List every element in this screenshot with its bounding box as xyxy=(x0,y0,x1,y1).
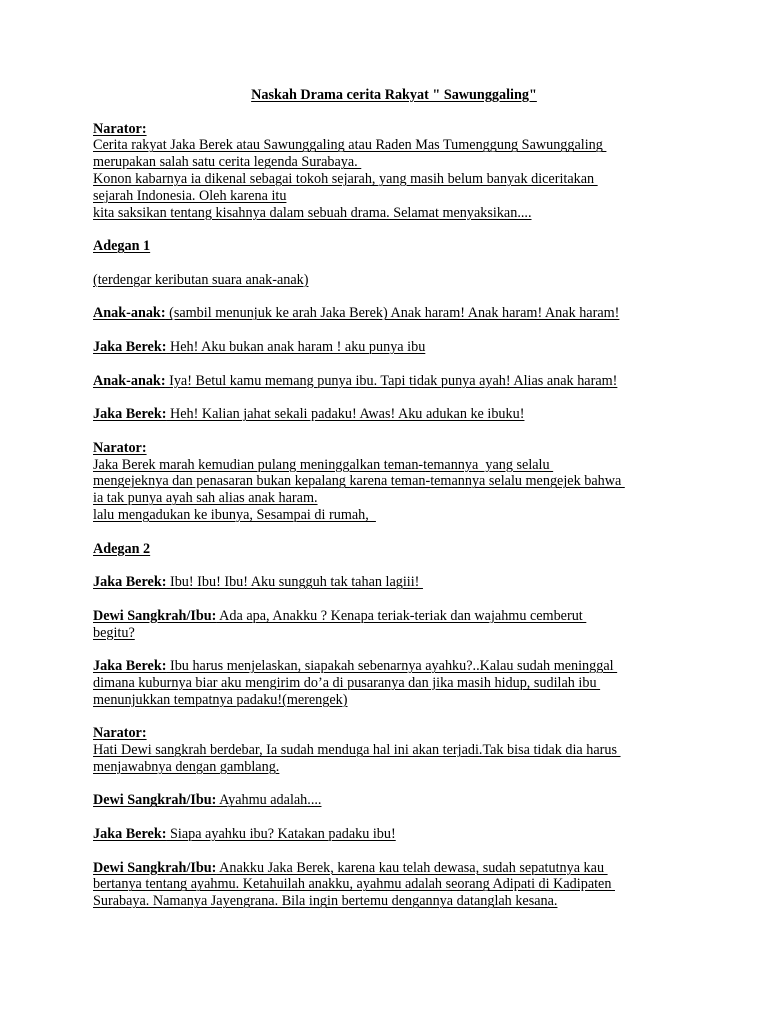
narration-line: menjawabnya dengan gamblang. xyxy=(93,758,280,775)
narration-line: Cerita rakyat Jaka Berek atau Sawunggaling atau Raden Mas Tumenggung Sawunggaling xyxy=(93,137,607,154)
dialogue-text: bertanya tentang ayahmu. Ketahuilah anakku, ayahmu adalah seorang Adipati di Kadipaten xyxy=(93,876,615,893)
dialogue-text: Heh! Kalian jahat sekali padaku! Awas! Aku adukan ke ibuku! xyxy=(166,406,525,423)
dialogue-block xyxy=(93,406,683,423)
scene-heading xyxy=(93,541,683,558)
dialogue-block xyxy=(93,339,683,356)
speaker-label: Jaka Berek: xyxy=(93,574,167,591)
narration-line: kita saksikan tentang kisahnya dalam sebuah drama. Selamat menyaksikan.... xyxy=(93,204,532,221)
dialogue-text: Ada apa, Anakku ? Kenapa teriak-teriak dan wajahmu cemberut xyxy=(216,607,587,624)
narration-line: merupakan salah satu cerita legenda Surabaya. xyxy=(93,154,362,171)
narration-line: Konon kabarnya ia dikenal sebagai tokoh sejarah, yang masih belum banyak diceritakan xyxy=(93,170,598,187)
scene-heading xyxy=(93,238,683,255)
narration-line: lalu mengadukan ke ibunya, Sesampai di rumah, xyxy=(93,506,376,523)
dialogue-line xyxy=(93,675,683,692)
dialogue-text: Ibu! Ibu! Ibu! Aku sungguh tak tahan lagiii! xyxy=(166,574,423,591)
dialogue-text: dimana kuburnya biar aku mengirim do’a di pusaranya dan jika masih hidup, sudilah ibu xyxy=(93,674,601,691)
dialogue-text: Anakku Jaka Berek, karena kau telah dewasa, sudah sepatutnya kau xyxy=(216,859,608,876)
dialogue-block xyxy=(93,826,683,843)
dialogue-text: Surabaya. Namanya Jayengrana. Bila ingin bertemu dengannya datanglah kesana. xyxy=(93,893,558,910)
speaker-label: Jaka Berek: xyxy=(93,338,167,355)
dialogue-line xyxy=(93,893,683,910)
speaker-label: Dewi Sangkrah/Ibu: xyxy=(93,859,217,876)
stage-direction xyxy=(93,272,683,289)
dialogue-block xyxy=(93,305,683,322)
dialogue-line xyxy=(93,876,683,893)
dialogue-block xyxy=(93,373,683,390)
dialogue-line xyxy=(93,608,683,625)
narration-block xyxy=(93,725,683,775)
dialogue-block xyxy=(93,860,683,910)
narration-block xyxy=(93,121,683,222)
dialogue-line xyxy=(93,305,683,322)
dialogue-text: (sambil menunjuk ke arah Jaka Berek) Anak haram! Anak haram! Anak haram! xyxy=(165,305,620,322)
dialogue-line xyxy=(93,692,683,709)
dialogue-line xyxy=(93,574,683,591)
speaker-label: Jaka Berek: xyxy=(93,826,167,843)
dialogue-block xyxy=(93,658,683,708)
dialogue-block xyxy=(93,608,683,642)
dialogue-line xyxy=(93,860,683,877)
dialogue-text: Heh! Aku bukan anak haram ! aku punya ibu xyxy=(166,338,426,355)
narration-line: sejarah Indonesia. Oleh karena itu xyxy=(93,187,287,204)
speaker-label: Dewi Sangkrah/Ibu: xyxy=(93,607,217,624)
dialogue-line xyxy=(93,625,683,642)
speaker-label: Narator: xyxy=(93,120,147,137)
narration-block xyxy=(93,440,683,524)
dialogue-text: begitu? xyxy=(93,624,135,641)
document-page xyxy=(93,87,683,927)
speaker-label: Dewi Sangkrah/Ibu: xyxy=(93,792,217,809)
dialogue-line xyxy=(93,826,683,843)
speaker-label: Narator: xyxy=(93,439,147,456)
dialogue-block xyxy=(93,574,683,591)
dialogue-line xyxy=(93,658,683,675)
speaker-label: Narator: xyxy=(93,725,147,742)
narration-line: Hati Dewi sangkrah berdebar, Ia sudah menduga hal ini akan terjadi.Tak bisa tidak dia harus xyxy=(93,742,621,759)
dialogue-line xyxy=(93,339,683,356)
document-title: Naskah Drama cerita Rakyat " Sawunggaling" xyxy=(251,87,537,103)
narration-line: mengejeknya dan penasaran bukan kepalang karena teman-temannya selalu mengejek bahwa xyxy=(93,473,625,490)
dialogue-line xyxy=(93,406,683,423)
speaker-label: Anak-anak: xyxy=(93,372,166,389)
dialogue-text: Iya! Betul kamu memang punya ibu. Tapi tidak punya ayah! Alias anak haram! xyxy=(165,372,618,389)
speaker-label: Jaka Berek: xyxy=(93,658,167,675)
speaker-label: Anak-anak: xyxy=(93,305,166,322)
script-body xyxy=(93,121,683,910)
dialogue-text: menunjukkan tempatnya padaku!(merengek) xyxy=(93,691,348,708)
dialogue-text: Ayahmu adalah.... xyxy=(216,792,322,809)
dialogue-block xyxy=(93,792,683,809)
dialogue-text: Siapa ayahku ibu? Katakan padaku ibu! xyxy=(166,826,396,843)
scene-title: Adegan 2 xyxy=(93,540,151,557)
scene-title: Adegan 1 xyxy=(93,238,151,255)
dialogue-line xyxy=(93,792,683,809)
narration-line: Jaka Berek marah kemudian pulang meninggalkan teman-temannya yang selalu xyxy=(93,456,554,473)
dialogue-line xyxy=(93,373,683,390)
stage-direction-text: (terdengar keributan suara anak-anak) xyxy=(93,271,309,288)
speaker-label: Jaka Berek: xyxy=(93,406,167,423)
narration-line: ia tak punya ayah sah alias anak haram. xyxy=(93,490,318,507)
dialogue-text: Ibu harus menjelaskan, siapakah sebenarnya ayahku?..Kalau sudah meninggal xyxy=(166,658,618,675)
